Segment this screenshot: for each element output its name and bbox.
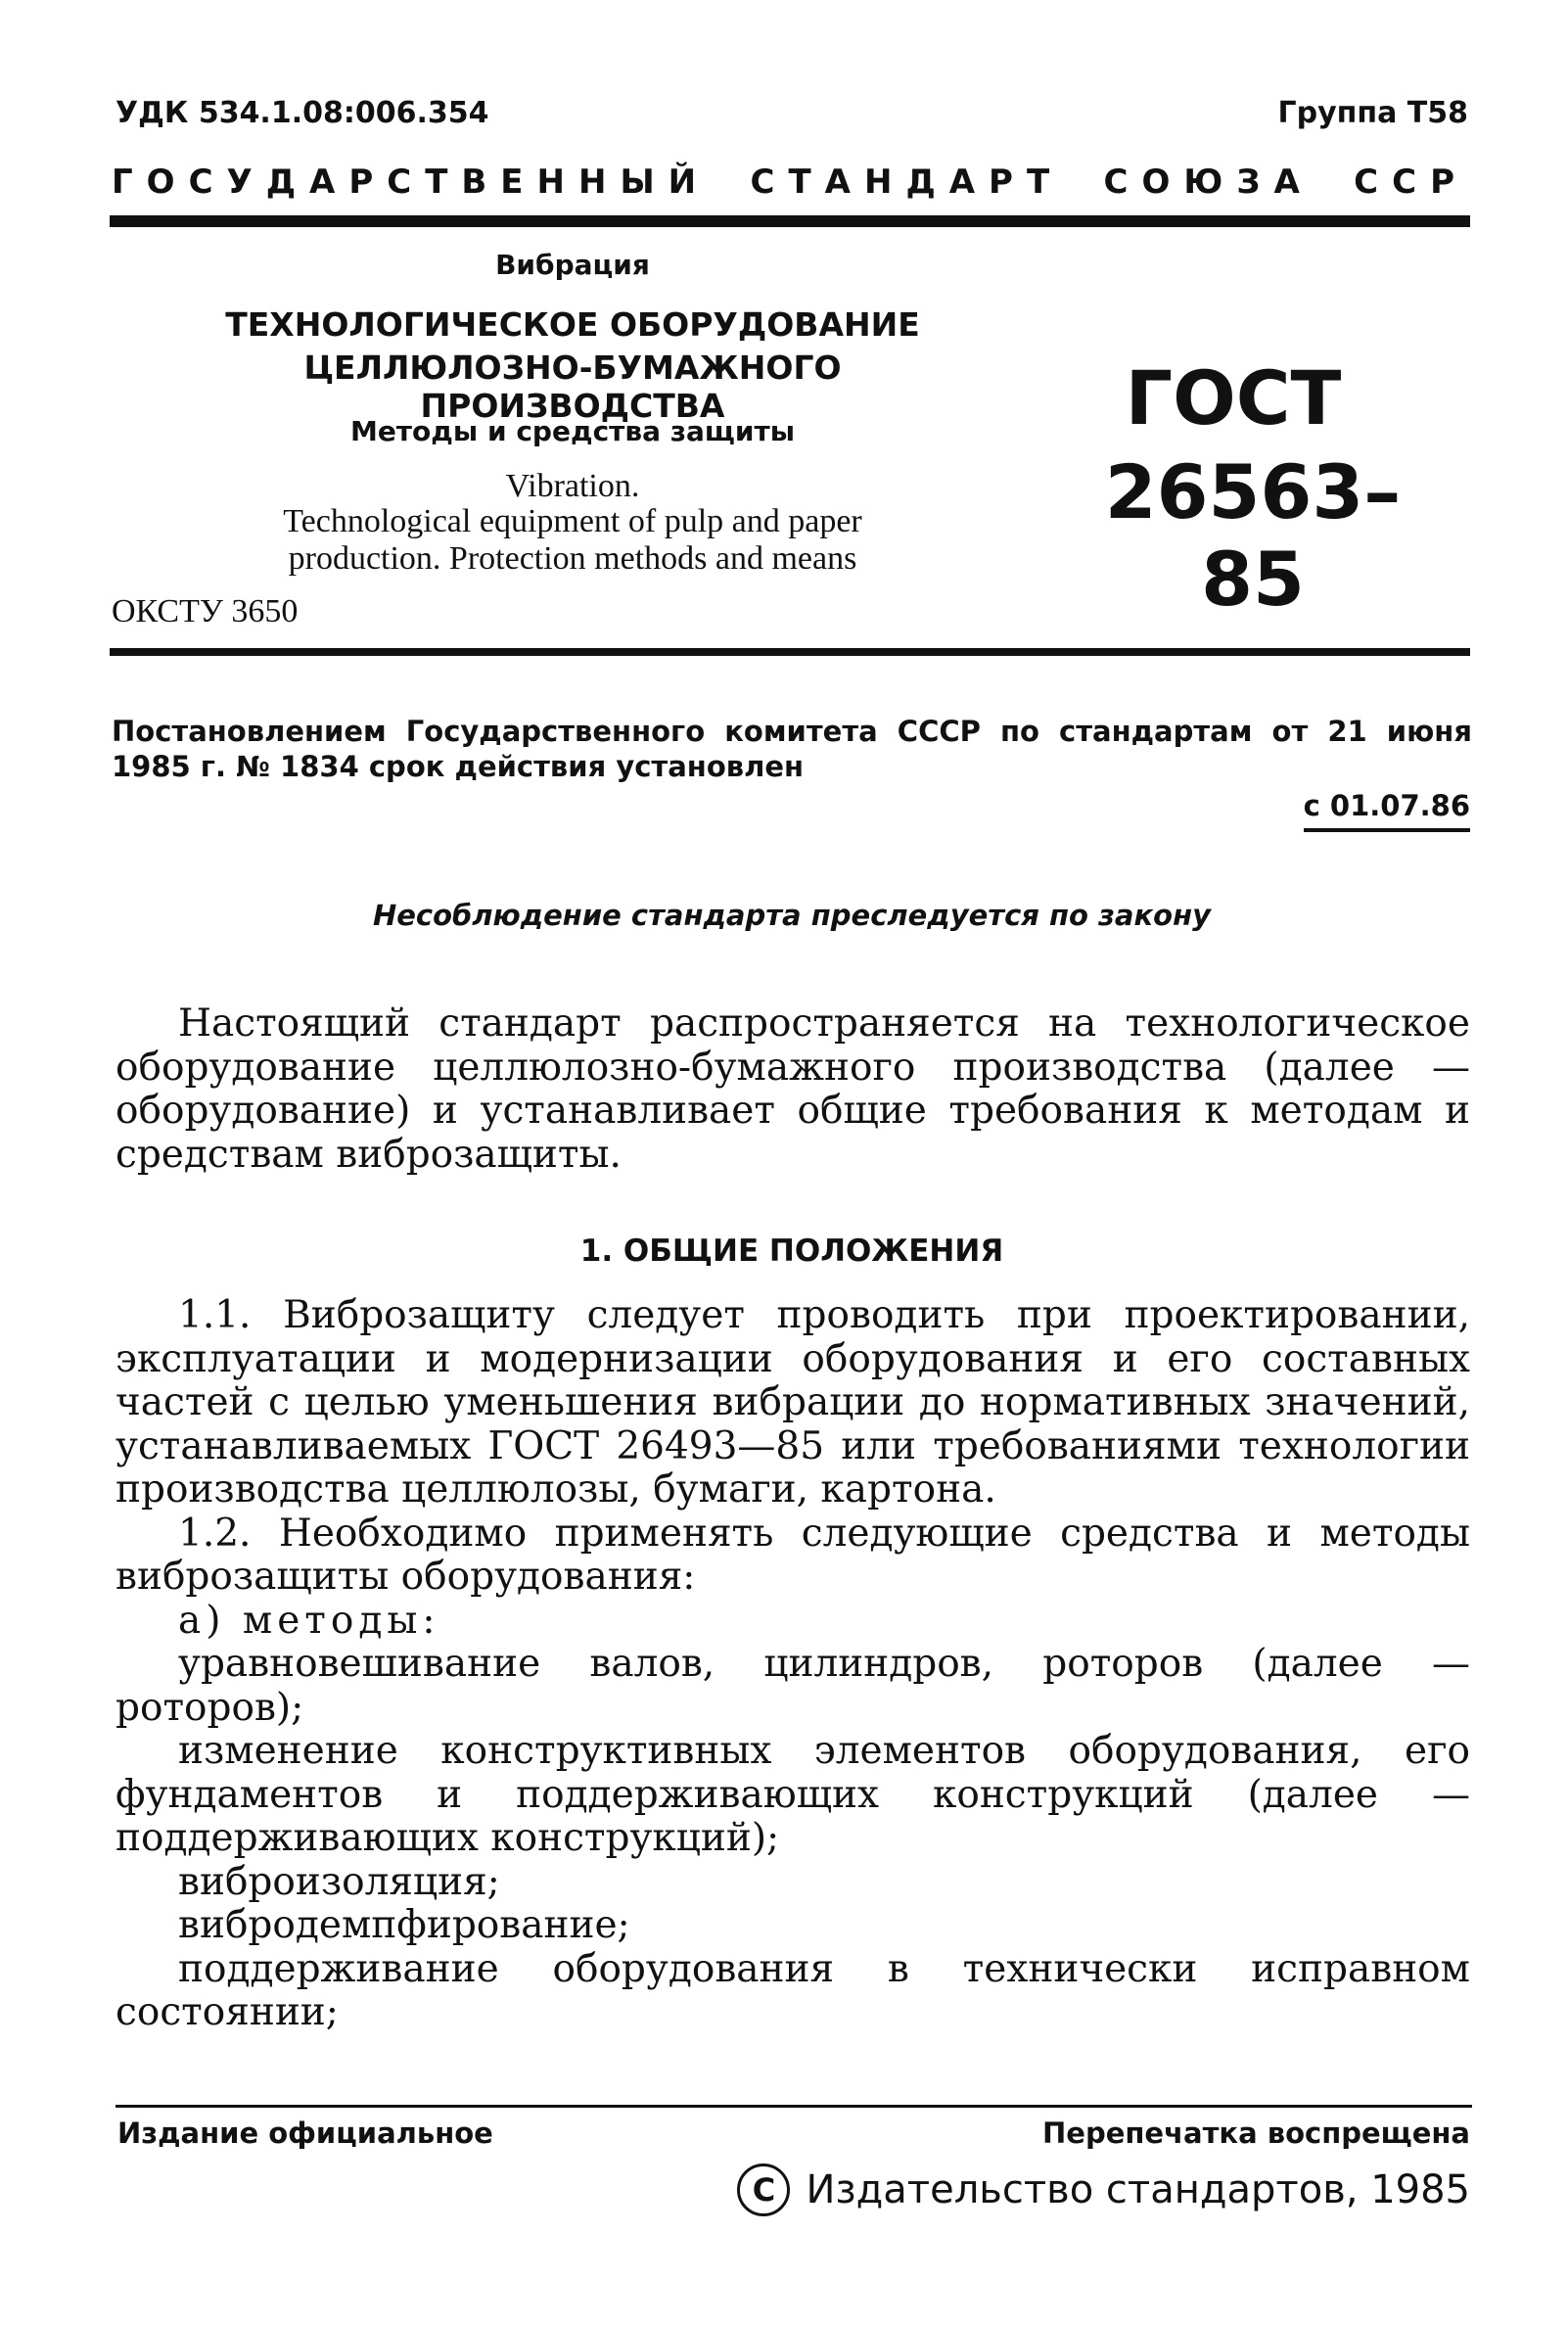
clause-1-1: 1.1. Виброзащиту следует проводить при проектировании, эксплуатации и модернизации оборудования и его составных частей с целью уменьшения вибрации до нормативных значений, устанавливаемых ГОСТ 26493—85 или требованиями технологии производства целлюлозы, бумаги, картона. (115, 1293, 1470, 1512)
group-code: Группа Т58 (1277, 96, 1468, 130)
decree-word: по (999, 715, 1039, 748)
effective-date: с 01.07.86 (1304, 789, 1470, 832)
methods-label: а) методы: (178, 1598, 440, 1643)
title-divider (110, 648, 1470, 656)
general-provisions (115, 1294, 1470, 2035)
intro-text: Настоящий стандарт распространяется на технологическое оборудование целлюлозно-бумажного производства (далее — оборудование) и устанавливает общие требования к методам и средствам виброзащиты. (115, 1001, 1470, 1177)
decree-word: 21 (1327, 715, 1367, 748)
copyright-icon: C (737, 2163, 790, 2216)
state-standard-word: СОЮЗА (1103, 163, 1314, 202)
topic-label: Вибрация (495, 249, 650, 281)
decree-word: Постановлением (112, 715, 387, 748)
intro-paragraph (115, 1002, 1470, 1177)
english-title-line-1: Vibration. (505, 468, 640, 504)
reprint-notice: Перепечатка воспрещена (1042, 2117, 1470, 2150)
list-item: уравновешивание валов, цилиндров, роторов (далее — роторов); (115, 1642, 1470, 1730)
edition-label: Издание официальное (117, 2117, 493, 2150)
list-item: вибродемпфирование; (178, 1903, 630, 1947)
copyright-line (737, 2163, 1470, 2216)
list-item: изменение конструктивных элементов оборудования, его фундаментов и поддерживающих конструкций (далее — поддерживающих конструкций); (115, 1729, 1470, 1860)
gost-label: ГОСТ (1125, 354, 1342, 442)
english-title-line-2: Technological equipment of pulp and paper (283, 503, 862, 539)
state-standard-word: ГОСУДАРСТВЕННЫЙ (112, 163, 711, 202)
subtitle: Методы и средства защиты (349, 415, 796, 447)
list-item: виброизоляция; (178, 1859, 500, 1904)
legal-notice: Несоблюдение стандарта преследуется по закону (372, 899, 1212, 932)
top-divider (110, 215, 1470, 227)
footer-divider (115, 2105, 1472, 2108)
decree-word: СССР (897, 715, 981, 748)
udk-code: УДК 534.1.08:006.354 (115, 96, 489, 130)
state-standard-word: СТАНДАРТ (750, 163, 1064, 202)
okstu-code: ОКСТУ 3650 (112, 593, 299, 629)
state-standard-word: ССР (1354, 163, 1468, 202)
title-line-1: ТЕХНОЛОГИЧЕСКОЕ ОБОРУДОВАНИЕ (225, 305, 920, 344)
decree-word: комитета (724, 715, 878, 748)
decree-word: от (1271, 715, 1309, 748)
english-title-line-3: production. Protection methods and means (288, 540, 857, 577)
decree-word: стандартам (1059, 715, 1253, 748)
decree-word: июня (1386, 715, 1472, 748)
section-heading: 1. ОБЩИЕ ПОЛОЖЕНИЯ (579, 1233, 1004, 1269)
decree-word: Государственного (405, 715, 706, 748)
state-standard-heading (112, 163, 1468, 202)
decree-line-2: 1985 г. № 1834 срок действия установлен (112, 750, 805, 783)
title-line-2: ЦЕЛЛЮЛОЗНО-БУМАЖНОГО ПРОИЗВОДСТВА (303, 349, 842, 425)
clause-1-2: 1.2. Необходимо применять следующие средства и методы виброзащиты оборудования: (115, 1511, 1470, 1599)
publisher-text: Издательство стандартов, 1985 (806, 2167, 1470, 2212)
list-item: поддерживание оборудования в технически исправном состоянии; (115, 1946, 1470, 2034)
gost-number: 26563–85 (1104, 448, 1402, 623)
decree-line-1 (112, 715, 1472, 748)
